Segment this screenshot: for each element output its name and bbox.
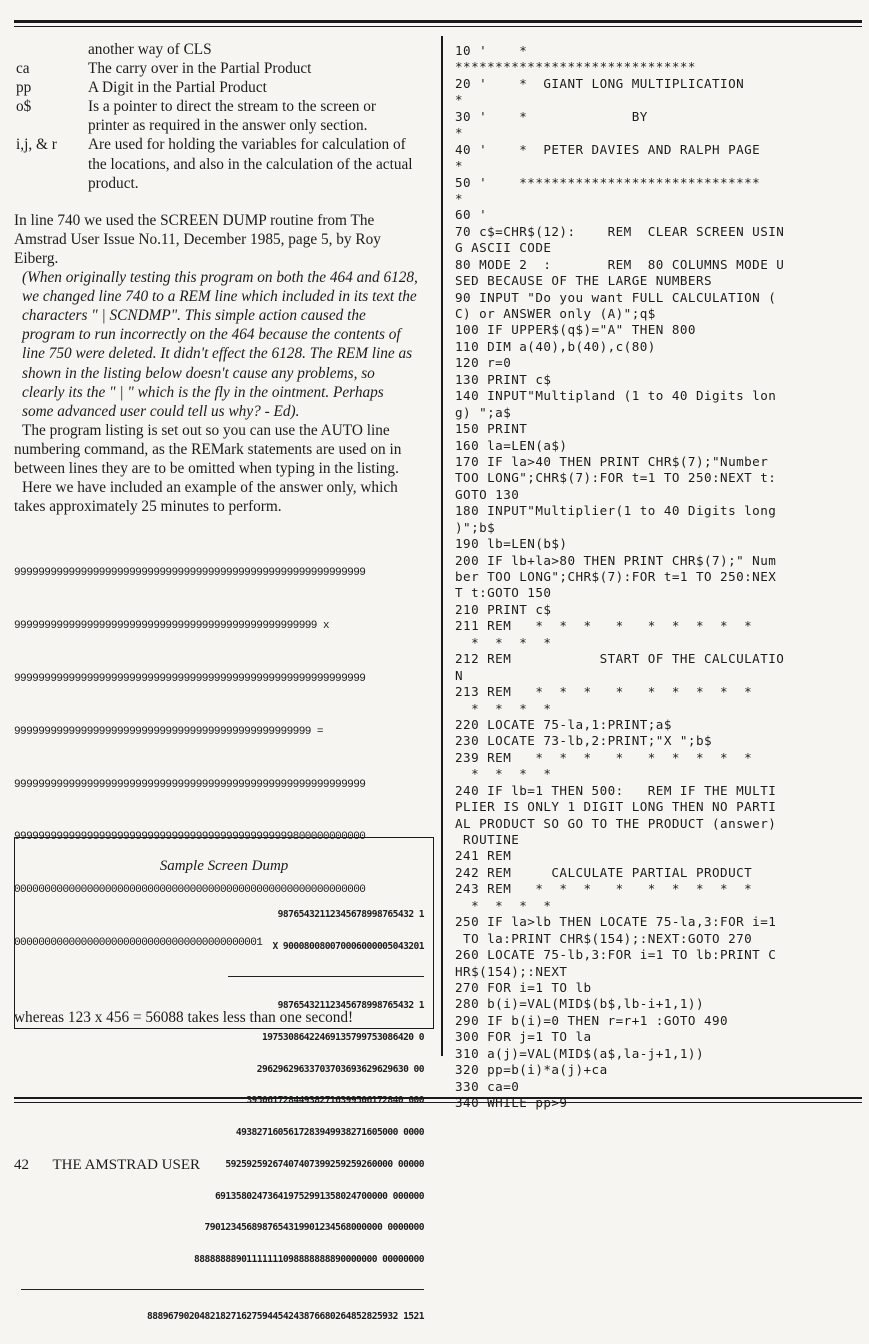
variable-key: pp — [16, 79, 32, 97]
partial-product: 19753086422469135799753086420 0 — [261, 1031, 424, 1043]
page-number: 42 — [14, 1157, 29, 1173]
code-line: 242 REM CALCULATE PARTIAL PRODUCT — [455, 864, 753, 880]
code-line: G ASCII CODE — [455, 240, 552, 256]
variable-desc: The carry over in the Partial Product — [88, 60, 312, 78]
code-line: C) or ANSWER only (A)";q$ — [455, 306, 656, 321]
code-line: 50 ' ****************************** — [455, 174, 761, 190]
output-line: 9999999999999999999999999999999999999999999999999 = — [14, 725, 323, 738]
variable-row — [14, 78, 418, 97]
paragraph-listing: The program listing is set out so you can use the AUTO line numbering command, as the REMark statements are used on in between lines they are to be omitted when typing in the listing. — [14, 421, 402, 477]
code-line: T t:GOTO 150 — [455, 585, 552, 601]
output-line: 00000000000000000000000000000000000000001 — [14, 936, 263, 949]
code-line: 280 b(i)=VAL(MID$(b$,lb-i+1,1)) — [455, 996, 704, 1012]
code-line: 10 ' * — [455, 43, 528, 58]
partial-product: 7901234568987654319901234568000000 0000000 — [204, 1222, 424, 1234]
code-line: 110 DIM a(40),b(40),c(80) — [455, 338, 656, 354]
code-line: * * * * — [455, 766, 552, 782]
partial-product: 691358024736419752991358024700000 000000 — [214, 1190, 424, 1202]
variable-desc: A Digit in the Partial Product — [88, 79, 267, 97]
column-divider — [441, 36, 443, 1056]
output-line: 99999999999999999999999999999999999999999999999999 x — [14, 620, 329, 633]
partial-product: 395061728449382716399506172840 000 — [246, 1095, 424, 1107]
code-line: * — [455, 190, 464, 206]
output-line: 9999999999999999999999999999999999999999999999999999999999 — [14, 567, 366, 580]
output-line: 9999999999999999999999999999999999999999999999800000000000 — [14, 831, 366, 844]
code-line: 210 PRINT c$ — [455, 601, 552, 617]
code-line: 310 a(j)=VAL(MID$(a$,la-j+1,1)) — [455, 1045, 704, 1061]
code-line: 190 lb=LEN(b$) — [455, 536, 568, 552]
code-line: 90 INPUT "Do you want FULL CALCULATION ( — [455, 289, 777, 305]
code-line: * * * * — [455, 700, 552, 716]
code-line: 270 FOR i=1 TO lb — [455, 979, 592, 995]
code-line: 170 IF la>40 THEN PRINT CHR$(7);"Number — [455, 453, 769, 469]
screen-dump — [15, 889, 433, 1344]
partial-product: 88888888901111111098888888890000000 00000000 — [194, 1254, 424, 1266]
program-listing — [455, 43, 855, 1111]
code-line: 20 ' * GIANT LONG MULTIPLICATION — [455, 75, 745, 91]
sample-title: Sample Screen Dump — [159, 858, 289, 874]
variable-key — [14, 40, 88, 59]
code-line: 250 IF la>lb THEN LOCATE 75-la,3:FOR i=1 — [455, 914, 777, 930]
code-line: 200 IF lb+la>80 THEN PRINT CHR$(7);" Num — [455, 552, 777, 568]
code-line: 213 REM * * * * * * * * * — [455, 684, 753, 700]
magazine-title: THE AMSTRAD USER — [52, 1157, 201, 1173]
code-line: 130 PRINT c$ — [455, 371, 552, 387]
top-rule-thin — [14, 26, 862, 27]
code-line: 300 FOR j=1 TO la — [455, 1029, 592, 1045]
code-line: 180 INPUT"Multiplier(1 to 40 Digits long — [455, 503, 777, 519]
top-rule — [14, 20, 862, 23]
code-line: 220 LOCATE 75-la,1:PRINT;a$ — [455, 716, 672, 732]
code-line: 60 ' — [455, 207, 488, 223]
divider — [228, 976, 424, 977]
code-line: 140 INPUT"Multipland (1 to 40 Digits lon — [455, 388, 777, 404]
code-line: * — [455, 125, 464, 141]
code-line: 241 REM — [455, 848, 512, 864]
multiplier: X 900080080070006000005043201 — [272, 940, 424, 952]
editor-note: (When originally testing this program on both the 464 and 6128, we changed line 740 to a REM line which included in its text the characters " | SCNDMP". This simple action caused the program to run incorrectly on the 464 because the contents of line 750 were deleted. It didn't effect the 6128. The REM line as shown in the listing below doesn't cause any problems, so clearly its the " | " which is the fly in the ointment. Perhaps some advanced user could tell us why? - Ed). — [22, 269, 418, 420]
code-line: HR$(154);:NEXT — [455, 963, 568, 979]
code-line: TOO LONG";CHR$(7):FOR t=1 TO 250:NEXT t: — [455, 470, 777, 486]
code-line: N — [455, 667, 464, 683]
code-line: * — [455, 92, 464, 108]
code-line: 30 ' * BY — [455, 108, 648, 124]
code-line: 40 ' * PETER DAVIES AND RALPH PAGE — [455, 141, 761, 157]
code-line: ROUTINE — [455, 832, 520, 847]
code-line: 160 la=LEN(a$) — [455, 437, 568, 453]
partial-product: 4938271605617283949938271605000 0000 — [235, 1127, 424, 1139]
code-line: AL PRODUCT SO GO TO THE PRODUCT (answer) — [455, 815, 777, 831]
variable-list — [14, 40, 418, 193]
code-line: GOTO 130 — [455, 486, 520, 502]
code-line: SED BECAUSE OF THE LARGE NUMBERS — [455, 273, 713, 289]
variable-key: o$ — [16, 98, 32, 116]
page-footer — [14, 1157, 200, 1174]
code-line: 260 LOCATE 75-lb,3:FOR i=1 TO lb:PRINT C — [455, 947, 777, 963]
code-line: 243 REM * * * * * * * * * — [455, 881, 753, 897]
timing-note: whereas 123 x 456 = 56088 takes less than one second! — [14, 1008, 354, 1026]
code-line: 70 c$=CHR$(12): REM CLEAR SCREEN USIN — [455, 223, 785, 239]
code-line: ber TOO LONG";CHR$(7):FOR t=1 TO 250:NEX — [455, 569, 777, 584]
code-line: )";b$ — [455, 519, 496, 535]
variable-desc: Is a pointer to direct the stream to the screen or printer as required in the answer only section. — [88, 98, 376, 135]
variable-key: ca — [16, 60, 30, 78]
code-line: 120 r=0 — [455, 355, 512, 371]
variable-row — [14, 135, 418, 192]
paragraph-example: Here we have included an example of the answer only, which takes approximately 25 minutes to perform. — [14, 479, 398, 516]
code-line: 340 WHILE pp>9 — [455, 1095, 568, 1110]
code-line: 150 PRINT — [455, 421, 528, 437]
output-line: 0000000000000000000000000000000000000000000000000000000000 — [14, 884, 366, 897]
divider — [21, 1289, 424, 1290]
code-line: 230 LOCATE 73-lb,2:PRINT;"X ";b$ — [455, 733, 713, 749]
code-line: * — [455, 158, 464, 174]
partial-product: 59259259267407407399259259260000 00000 — [225, 1158, 424, 1170]
code-line: ****************************** — [455, 59, 696, 75]
variable-row — [14, 97, 418, 135]
variable-desc: Are used for holding the variables for calculation of the locations, and also in the calculation of the actual product. — [88, 136, 413, 192]
code-line: 330 ca=0 — [455, 1078, 520, 1094]
code-line: g) ";a$ — [455, 404, 512, 420]
code-line: PLIER IS ONLY 1 DIGIT LONG THEN NO PARTI — [455, 799, 777, 815]
code-line: 80 MODE 2 : REM 80 COLUMNS MODE U — [455, 256, 785, 272]
code-line: * * * * — [455, 897, 552, 913]
final-product: 888967902048218271627594454243876680264852825932 1521 — [147, 1311, 424, 1323]
variable-row — [14, 40, 418, 59]
partial-product: 29629629633703703693629629630 00 — [256, 1063, 424, 1075]
code-line: 240 IF lb=1 THEN 500: REM IF THE MULTI — [455, 782, 777, 798]
output-line: 9999999999999999999999999999999999999999999999999999999999 — [14, 778, 366, 791]
paragraph-screen-dump: In line 740 we used the SCREEN DUMP routine from The Amstrad User Issue No.11, December 1985, page 5, by Roy Eiberg. — [14, 211, 381, 267]
code-line: 212 REM START OF THE CALCULATIO — [455, 651, 785, 667]
code-line: 290 IF b(i)=0 THEN r=r+1 :GOTO 490 — [455, 1012, 729, 1028]
code-line: 211 REM * * * * * * * * * — [455, 618, 753, 634]
output-line: 9999999999999999999999999999999999999999999999999999999999 — [14, 673, 366, 685]
code-line: 320 pp=b(i)*a(j)+ca — [455, 1062, 608, 1078]
multiplicand: 98765432112345678998765432 1 — [277, 909, 424, 921]
variable-desc: another way of CLS — [88, 41, 212, 58]
code-line: * * * * — [455, 634, 552, 650]
code-line: 239 REM * * * * * * * * * — [455, 749, 753, 765]
code-line: 100 IF UPPER$(q$)="A" THEN 800 — [455, 322, 696, 338]
code-line: TO la:PRINT CHR$(154);:NEXT:GOTO 270 — [455, 930, 753, 946]
variable-key: i,j, & r — [16, 136, 57, 154]
variable-row — [14, 59, 418, 78]
partial-product: 98765432112345678998765432 1 — [277, 999, 424, 1011]
